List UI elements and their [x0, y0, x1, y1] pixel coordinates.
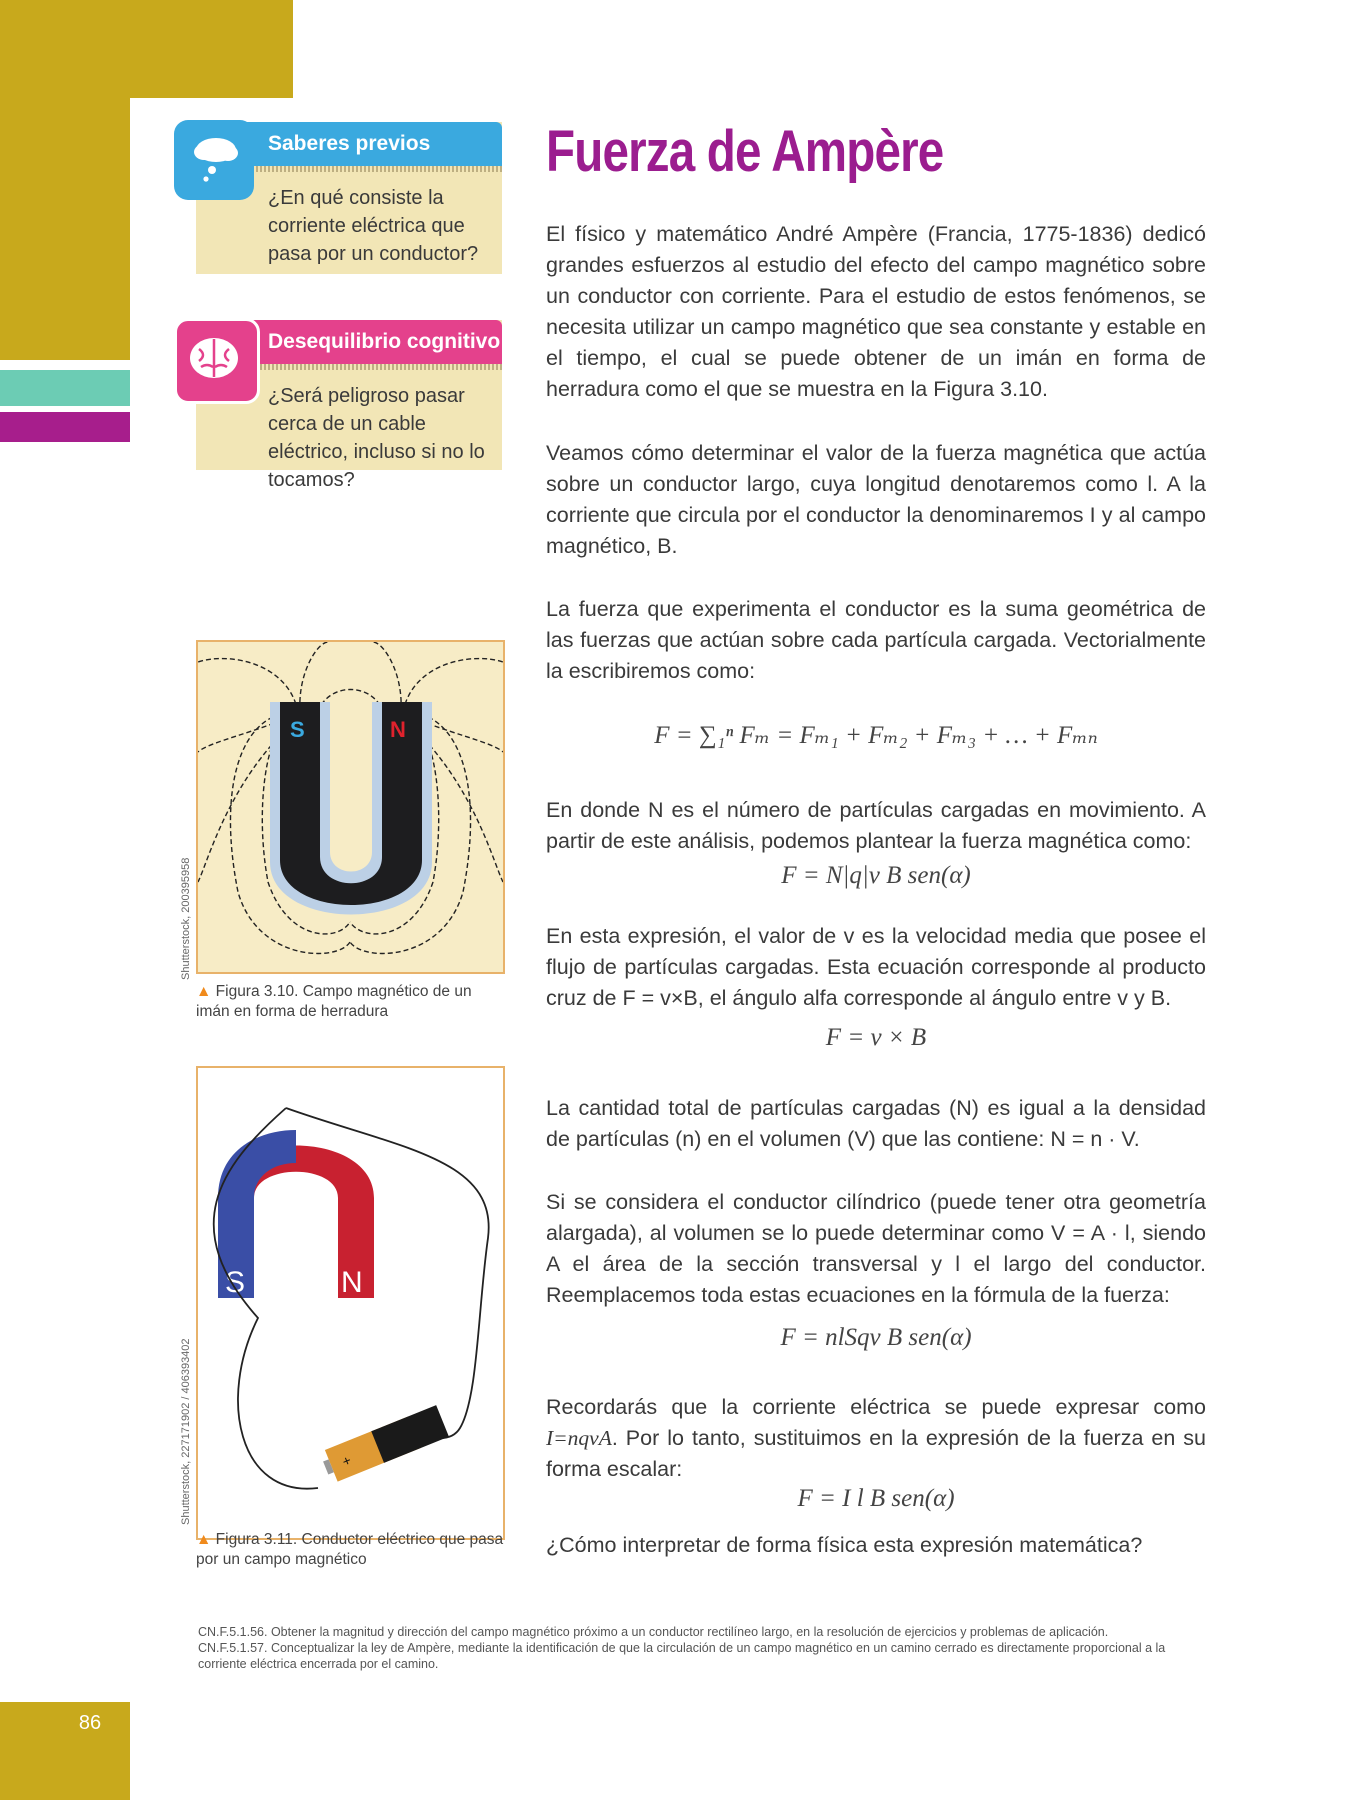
saberes-previos-box	[196, 122, 502, 274]
decorative-band-top	[0, 0, 293, 98]
paragraph-velocity: En esta expresión, el valor de v es la velocidad media que posee el flujo de partículas cargadas. Esta ecuación corresponde al producto cruz de F = v×B, el ángulo alfa corresponde al ángulo entre v y B.	[546, 924, 1206, 1010]
magnet-pole-s: S	[225, 1266, 246, 1299]
paragraph-vector-sum: La fuerza que experimenta el conductor es la suma geométrica de las fuerzas que actúan sobre cada partícula cargada. Vectorialmente la escribiremos como:	[546, 597, 1206, 683]
equation-force-ilb: F = I l B sen(α)	[797, 1485, 955, 1512]
paragraph-current: Recordarás que la corriente eléctrica se puede expresar como I=nqvA. Por lo tanto, sustituimos en la expresión de la fuerza en su forma escalar:	[546, 1395, 1206, 1481]
curriculum-note-1: CN.F.5.1.56. Obtener la magnitud y dirección del campo magnético próximo a un conductor rectilíneo largo, en la resolución de ejercicios y problemas de aplicación.	[198, 1625, 1109, 1639]
desequilibrio-question: ¿Será peligroso pasar cerca de un cable eléctrico, incluso si no lo tocamos?	[268, 385, 485, 491]
figure-caption: ▲ Figura 3.11. Conductor eléctrico que pasa por un campo magnético	[196, 1531, 504, 1568]
conductor-illustration	[198, 1068, 503, 1538]
curriculum-notes	[198, 1624, 1208, 1672]
triangle-icon: ▲	[196, 983, 212, 1000]
saberes-previos-question: ¿En qué consiste la corriente eléctrica que pasa por un conductor?	[268, 187, 479, 265]
equation-vector-sum	[546, 720, 1206, 750]
page-number: 86	[78, 1712, 102, 1734]
equation-force-nlsqvb: F = nlSqv B sen(α)	[780, 1324, 972, 1351]
curriculum-note-2: CN.F.5.1.57. Conceptualizar la ley de Ampère, mediante la identificación de que la circulación de un campo magnético en un camino cerrado es directamente proporcional a la corriente eléctrica encerrada por el camino.	[198, 1641, 1166, 1671]
paragraph-question: ¿Cómo interpretar de forma física esta expresión matemática?	[546, 1533, 1143, 1557]
magnet-pole-n: N	[341, 1266, 363, 1299]
equation-vector-sum-text: F = ∑₁ⁿ Fₘ = Fₘ₁ + Fₘ₂ + Fₘ₃ + … + Fₘₙ	[654, 722, 1098, 749]
desequilibrio-box	[196, 320, 502, 491]
svg-text:+: +	[339, 1451, 354, 1470]
paragraph-cylinder: Si se considera el conductor cilíndrico (puede tener otra geometría alargada), al volumen se lo puede determinar como V = A · l, siendo A el área de la sección transversal y l el largo del conductor. Reemplacemos toda estas ecuaciones en la fórmula de la fuerza:	[546, 1190, 1206, 1307]
paragraph-density: La cantidad total de partículas cargadas (N) es igual a la densidad de partículas (n) en el volumen (V) que las contiene: N = n · V.	[546, 1096, 1206, 1151]
paragraph-intro: El físico y matemático André Ampère (Francia, 1775-1836) dedicó grandes esfuerzos al estudio del efecto del campo magnético sobre un conductor con corriente. Para el estudio de estos fenómenos, se necesita utilizar un campo magnético que sea constante y estable en el tiempo, el cual se puede obtener de un imán en forma de herradura como el que se muestra en la Figura 3.10.	[546, 222, 1206, 401]
page-title: Fuerza de Ampère	[546, 119, 944, 184]
decorative-band-teal	[0, 370, 130, 406]
decorative-band-magenta	[0, 412, 130, 442]
equation-force-nqvb: F = N|q|v B sen(α)	[781, 862, 971, 889]
pole-s-label: S	[290, 717, 305, 742]
figure-credit: Shutterstock, 227171902 / 406393402	[180, 1338, 192, 1525]
paragraph-particles: En donde N es el número de partículas cargadas en movimiento. A partir de este análisis, podemos plantear la fuerza magnética como:	[546, 798, 1206, 853]
paragraph-conductor: Veamos cómo determinar el valor de la fuerza magnética que actúa sobre un conductor largo, cuya longitud denotaremos como l. A la corriente que circula por el conductor la denominaremos I y al campo magnético, B.	[546, 441, 1206, 558]
saberes-previos-title: Saberes previos	[268, 132, 431, 155]
triangle-icon: ▲	[196, 1531, 212, 1548]
figure-credit: Shutterstock, 200395958	[180, 857, 192, 980]
figure-conductor-magnet	[196, 1066, 505, 1540]
pole-n-label: N	[390, 717, 406, 742]
magnetic-field-illustration	[198, 642, 503, 972]
decorative-band-left	[0, 98, 130, 360]
figure-horseshoe-field	[196, 640, 505, 974]
inline-current-formula: I=nqvA	[546, 1426, 612, 1450]
figure-caption: ▲ Figura 3.10. Campo magnético de un imán en forma de herradura	[196, 983, 472, 1020]
desequilibrio-title: Desequilibrio cognitivo	[268, 330, 501, 353]
equation-cross-product: F = v × B	[825, 1024, 927, 1051]
